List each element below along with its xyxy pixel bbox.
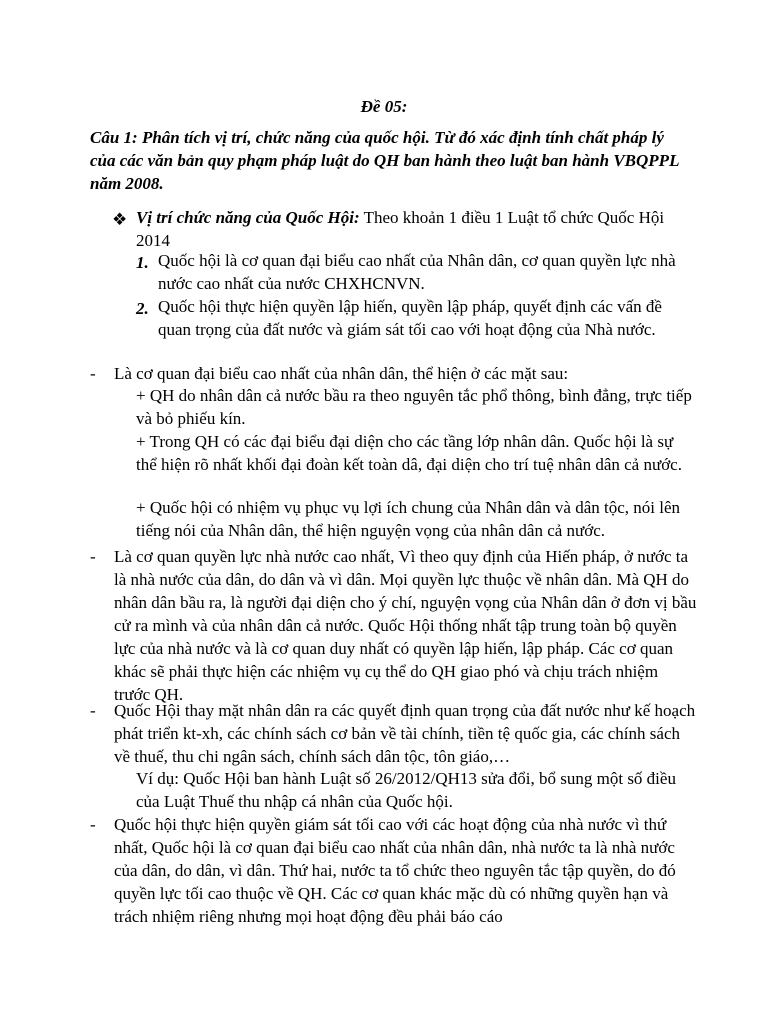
exam-title: Đề 05: (360, 97, 408, 116)
example-text: Ví dụ: Quốc Hội ban hành Luật số 26/2012/QH13 sửa đổi, bổ sung một số điều của Luật Thuế thu nhập cá nhân của Quốc hội. (136, 769, 676, 811)
list-number: 1. (136, 253, 149, 272)
dash-bullet: - (90, 701, 96, 720)
numbered-item-text: Quốc hội thực hiện quyền lập hiến, quyền lập pháp, quyết định các vấn đề quan trọng của đất nước và giám sát tối cao với hoạt động của Nhà nước. (158, 297, 662, 339)
section-paragraph: Quốc hội thực hiện quyền giám sát tối cao với các hoạt động của nhà nước vì thứ nhất, Quốc hội là cơ quan đại biểu cao nhất của nhân dân, nhà nước ta là nhà nước của dân, do dân, vì dân. Thứ hai, nước ta tổ chức theo nguyên tắc tập quyền, do đó quyền lực tối cao thuộc về QH. Các cơ quan khác mặc dù có những quyền hạn và trách nhiệm riêng nhưng mọi hoạt động đều phải báo cáo (114, 815, 676, 926)
dash-bullet: - (90, 364, 96, 383)
bullet-text: Theo khoản 1 điều 1 Luật tổ chức Quốc Hội 2014 (136, 208, 665, 250)
bullet-heading: Vị trí chức năng của Quốc Hội: (136, 208, 360, 227)
question-heading: Câu 1: Phân tích vị trí, chức năng của quốc hội. Từ đó xác định tính chất pháp lý của các văn bản quy phạm pháp luật do QH ban hành theo luật ban hành VBQPPL năm 2008. (90, 128, 679, 193)
sub-point: + Quốc hội có nhiệm vụ phục vụ lợi ích chung của Nhân dân và dân tộc, nói lên tiếng nói của Nhân dân, thể hiện nguyện vọng của nhân dân cả nước. (136, 498, 681, 540)
sub-point: + QH do nhân dân cả nước bầu ra theo nguyên tắc phổ thông, bình đẳng, trực tiếp và bỏ phiếu kín. (136, 386, 692, 428)
section-paragraph: Là cơ quan đại biểu cao nhất của nhân dân, thể hiện ở các mặt sau: (114, 364, 569, 383)
numbered-item-text: Quốc hội là cơ quan đại biểu cao nhất của Nhân dân, cơ quan quyền lực nhà nước cao nhất của nước CHXHCNVN. (158, 251, 676, 293)
diamond-bullet-icon: ❖ (112, 210, 128, 229)
bullet-paragraph (136, 206, 696, 252)
section-paragraph: Là cơ quan quyền lực nhà nước cao nhất, Vì theo quy định của Hiến pháp, ở nước ta là nhà nước của dân, do dân và vì dân. Mọi quyền lực thuộc về nhân dân. Mà QH do nhân dân bầu ra, là người đại diện cho ý chí, nguyện vọng của Nhân dân ở đơn vị bầu cử ra mình và của nhân dân cả nước. Quốc Hội thống nhất tập trung toàn bộ quyền lực của nhà nước và là cơ quan duy nhất có quyền lập hiến, lập pháp. Các cơ quan khác sẽ phải thực hiện các nhiệm vụ cụ thể do QH giao phó và chịu trách nhiệm trước QH. (114, 547, 697, 704)
list-number: 2. (136, 299, 149, 318)
sub-point: + Trong QH có các đại biểu đại diện cho các tầng lớp nhân dân. Quốc hội là sự thể hiện rõ nhất khối đại đoàn kết toàn dâ, đại diện cho trí tuệ nhân dân cả nước. (136, 432, 682, 474)
section-paragraph: Quốc Hội thay mặt nhân dân ra các quyết định quan trọng của đất nước như kế hoạch phát triển kt-xh, các chính sách cơ bản về tài chính, tiền tệ quốc gia, các chính sách về thuế, thu chi ngân sách, chính sách dân tộc, tôn giáo,… (114, 701, 696, 766)
dash-bullet: - (90, 547, 96, 566)
dash-bullet: - (90, 815, 96, 834)
